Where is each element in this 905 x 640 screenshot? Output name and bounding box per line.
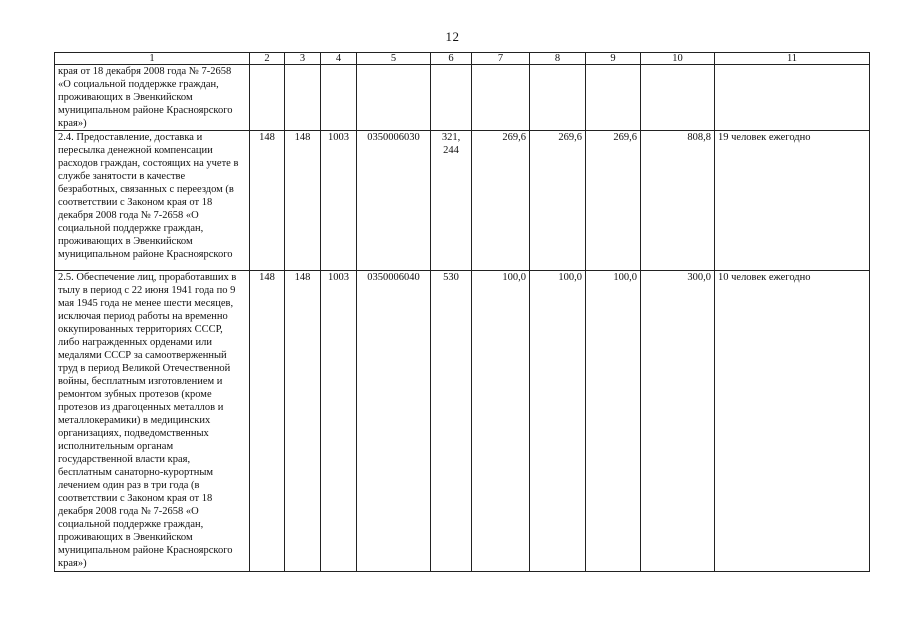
table-row [55,131,870,271]
cell-col-8: 100,0 [530,271,586,572]
col-header-9: 9 [586,53,641,65]
row-description: края от 18 декабря 2008 года № 7-2658 «О социальной поддержке граждан, проживающих в Эвенкийском муниципальном районе Красноярского края») [55,65,250,131]
col-header-10: 10 [641,53,715,65]
cell-col-10: 808,8 [641,131,715,271]
table-row [55,65,870,131]
cell-col-5: 0350006030 [357,131,431,271]
col-header-3: 3 [285,53,321,65]
col-header-6: 6 [431,53,472,65]
table-row [55,271,870,572]
cell-col-4: 1003 [321,131,357,271]
row-description: 2.4. Предоставление, доставка и пересылка денежной компенсации расходов граждан, состоящих на учете в службе занятости в качестве безработных, связанных с переездом (в соответствии с Законом края от 18 декабря 2008 года № 7-2658 «О социальной поддержке граждан, проживающих в Эвенкийском муниципальном районе Красноярского [55,131,250,271]
cell-col-3: 148 [285,271,321,572]
cell-col-10: 300,0 [641,271,715,572]
cell-col-5: 0350006040 [357,271,431,572]
cell-col-8: 269,6 [530,131,586,271]
cell-col-9: 100,0 [586,271,641,572]
cell-col-6 [431,65,472,131]
cell-col-5 [357,65,431,131]
cell-col-6: 530 [431,271,472,572]
cell-col-9: 269,6 [586,131,641,271]
cell-col-10 [641,65,715,131]
cell-col-2 [250,65,285,131]
col-header-2: 2 [250,53,285,65]
cell-col-11: 10 человек ежегодно [715,271,870,572]
cell-col-2: 148 [250,131,285,271]
cell-col-4 [321,65,357,131]
col-header-7: 7 [472,53,530,65]
col-header-11: 11 [715,53,870,65]
budget-table [54,52,870,572]
cell-col-7: 100,0 [472,271,530,572]
cell-col-8 [530,65,586,131]
cell-col-11 [715,65,870,131]
col-header-1: 1 [55,53,250,65]
cell-col-7: 269,6 [472,131,530,271]
col-header-4: 4 [321,53,357,65]
cell-col-11: 19 человек ежегодно [715,131,870,271]
cell-col-7 [472,65,530,131]
cell-col-3: 148 [285,131,321,271]
cell-col-9 [586,65,641,131]
cell-col-2: 148 [250,271,285,572]
cell-col-4: 1003 [321,271,357,572]
page-number: 12 [445,29,460,44]
header-row [55,53,870,65]
col-header-8: 8 [530,53,586,65]
row-description: 2.5. Обеспечение лиц, проработавших в тылу в период с 22 июня 1941 года по 9 мая 1945 года не менее шести месяцев, исключая период работы на временно оккупированных территориях СССР, либо награжденных орденами или медалями СССР за самоотверженный труд в период Великой Отечественной войны, бесплатным изготовлением и ремонтом зубных протезов (кроме протезов из драгоценных металлов и металлокерамики) в медицинских организациях, подведомственных исполнительным органам государственной власти края, бесплатным санаторно-курортным лечением один раз в три года (в соответствии с Законом края от 18 декабря 2008 года № 7-2658 «О социальной поддержке граждан, проживающих в Эвенкийском муниципальном районе Красноярского края») [55,271,250,572]
cell-col-6: 321, 244 [431,131,472,271]
cell-col-3 [285,65,321,131]
col-header-5: 5 [357,53,431,65]
